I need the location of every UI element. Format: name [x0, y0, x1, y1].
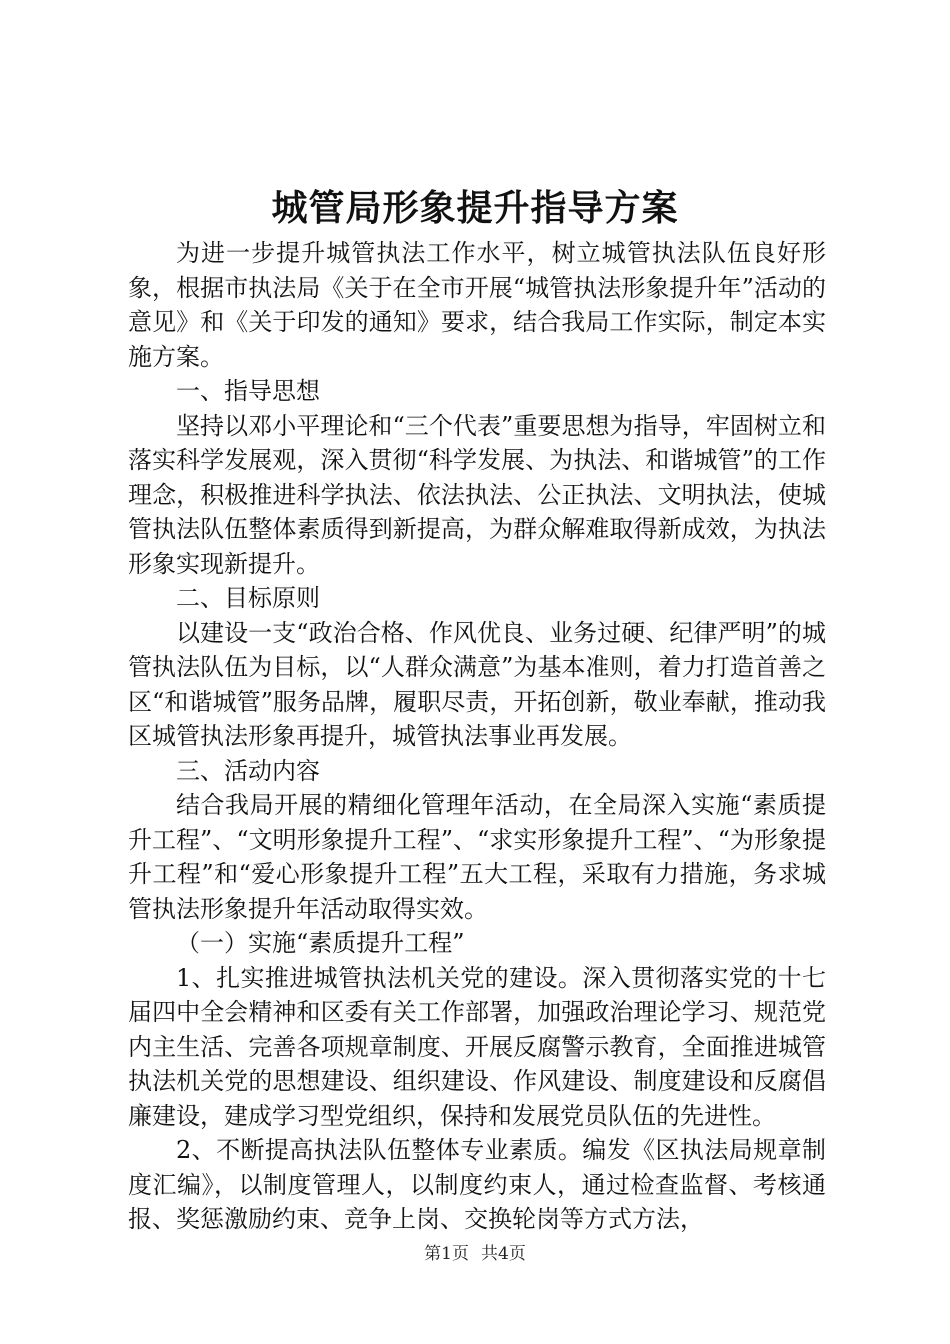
page-total: 共4页 — [481, 1244, 526, 1264]
page-footer — [0, 1242, 950, 1266]
activities-paragraph: 结合我局开展的精细化管理年活动，在全局深入实施“素质提升工程”、“文明形象提升工程”、“求实形象提升工程”、“为形象提升工程”和“爱心形象提升工程”五大工程，采取有力措施，务求城管执法形象提升年活动取得实效。 — [128, 791, 826, 923]
document-body — [128, 236, 826, 1237]
section-heading-guiding-thought: 一、指导思想 — [176, 377, 320, 405]
item-1-paragraph: 1、扎实推进城管执法机关党的建设。深入贯彻落实党的十七届四中全会精神和区委有关工作部署，加强政治理论学习、规范党内主生活、完善各项规章制度、开展反腐警示教育，全面推进城管执法机关党的思想建设、组织建设、作风建设、制度建设和反腐倡廉建设，建成学习型党组织，保持和发展党员队伍的先进性。 — [128, 963, 826, 1130]
item-2-paragraph: 2、不断提高执法队伍整体专业素质。编发《区执法局规章制度汇编》，以制度管理人，以制度约束人，通过检查监督、考核通报、奖惩激励约束、竞争上岗、交换轮岗等方式方法， — [128, 1136, 826, 1233]
section-heading-goals: 二、目标原则 — [176, 584, 320, 612]
goals-paragraph: 以建设一支“政治合格、作风优良、业务过硬、纪律严明”的城管执法队伍为目标，以“人群众满意”为基本准则，着力打造首善之区“和谐城管”服务品牌，履职尽责，开拓创新，敬业奉献，推动我区城管执法形象再提升，城管执法事业再发展。 — [128, 618, 826, 750]
guiding-thought-paragraph: 坚持以邓小平理论和“三个代表”重要思想为指导，牢固树立和落实科学发展观，深入贯彻“科学发展、为执法、和谐城管”的工作理念，积极推进科学执法、依法执法、公正执法、文明执法，使城管执法队伍整体素质得到新提高，为群众解难取得新成效，为执法形象实现新提升。 — [128, 411, 826, 578]
document-title: 城管局形象提升指导方案 — [271, 187, 679, 229]
page-number: 第1页 — [424, 1244, 469, 1264]
subsection-heading-quality: （一）实施“素质提升工程” — [176, 929, 465, 957]
intro-paragraph: 为进一步提升城管执法工作水平，树立城管执法队伍良好形象，根据市执法局《关于在全市开展“城管执法形象提升年”活动的意见》和《关于印发的通知》要求，结合我局工作实际，制定本实施方案。 — [128, 239, 826, 371]
section-heading-activities: 三、活动内容 — [176, 756, 320, 785]
